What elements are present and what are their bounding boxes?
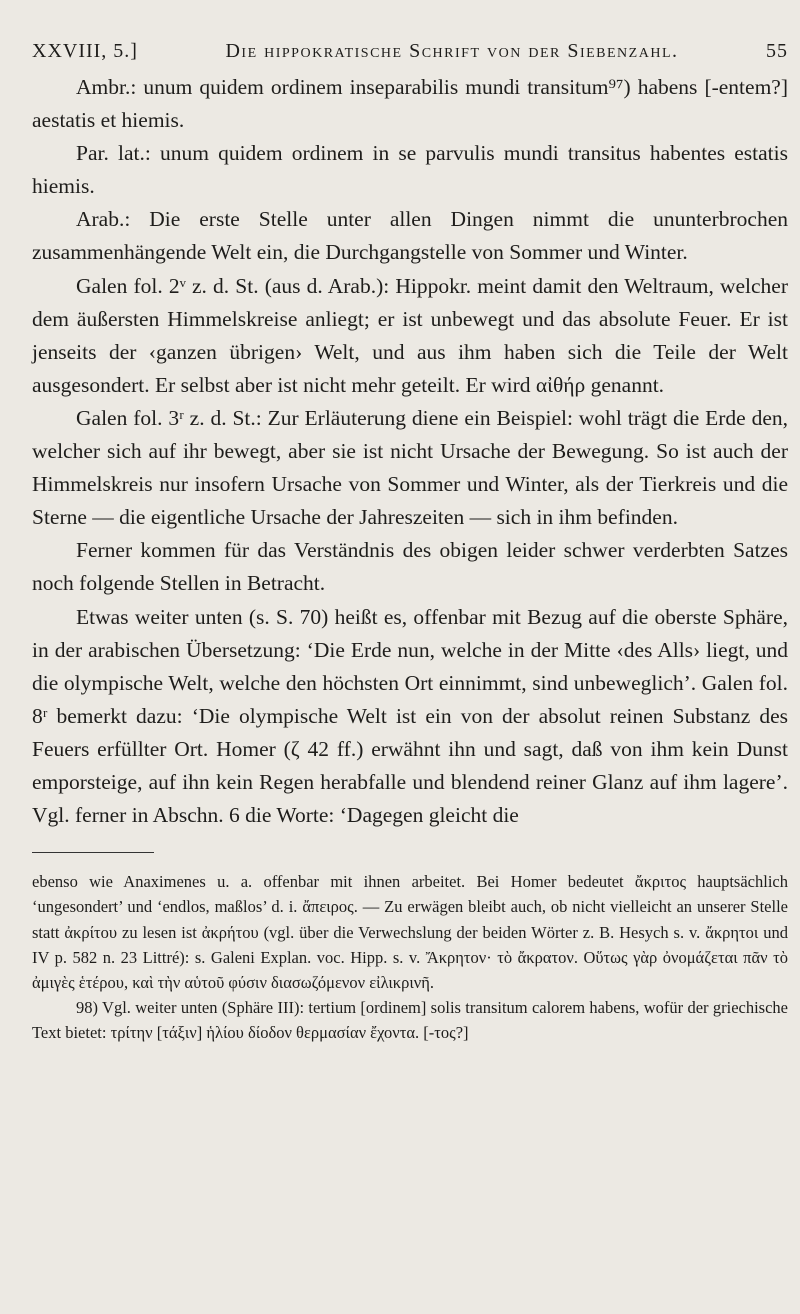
footnote-97-continued: ebenso wie Anaximenes u. a. offenbar mit ihnen arbeitet. Bei Homer bedeutet ἄκριτος hauptsächlich ‘ungesondert’ und ‘endlos, maßlos’ d. i. ἄπειρος. — Zu erwägen bleibt auch, ob nicht vielleicht an unserer Stelle statt ἀκρίτου zu lesen ist ἀκρήτου (vgl. über die Verwechslung der beiden Wörter z. B. Hesych s. v. ἄκρητοι und IV p. 582 n. 23 Littré): s. Galeni Explan. voc. Hipp. s. v. Ἄκρητον· τὸ ἄκρατον. Οὕτως γὰρ ὀνομάζεται πᾶν τὸ ἀμιγὲς ἑτέρου, καὶ τὴν αὑτοῦ φύσιν διασωζόμενον εἰλικρινῆ.	[32, 872, 788, 992]
running-header	[32, 40, 788, 63]
paragraph-par-lat: Par. lat.: unum quidem ordinem in se parvulis mundi transitus habentes estatis hiemis.	[32, 141, 788, 199]
paragraph-arab: Arab.: Die erste Stelle unter allen Dingen nimmt die ununterbrochen zusammenhängende Welt ein, die Durchgangstelle von Sommer und Winter.	[32, 207, 788, 265]
page	[32, 40, 788, 1046]
paragraph-galen-2v: Galen fol. 2ᵛ z. d. St. (aus d. Arab.): Hippokr. meint damit den Weltraum, welcher dem äußersten Himmelskreise anliegt; er ist unbewegt und das absolute Feuer. Er ist jenseits der ‹ganzen übrigen› Welt, und aus ihm haben sich die Teile der Welt ausgesondert. Er selbst aber ist nicht mehr geteilt. Er wird αἰθήρ genannt.	[32, 273, 788, 397]
header-section: XXVIII, 5.]	[32, 40, 138, 62]
footnote-divider	[32, 852, 154, 853]
paragraph-ambr: Ambr.: unum quidem ordinem inseparabilis mundi transitum⁹⁷) habens [-entem?] aestatis et hiemis.	[32, 75, 788, 133]
paragraph-galen-3r: Galen fol. 3ʳ z. d. St.: Zur Erläuterung diene ein Beispiel: wohl trägt die Erde den, welcher sich auf ihr bewegt, aber sie ist nicht Ursache der Bewegung. So ist auch der Himmelskreis nur insofern Ursache von Sommer und Winter, als der Tierkreis und die Sterne — die eigentliche Ursache der Jahreszeiten — sich in ihm befinden.	[32, 405, 788, 530]
page-number: 55	[765, 40, 788, 62]
paragraph-etwas: Etwas weiter unten (s. S. 70) heißt es, offenbar mit Bezug auf die oberste Sphäre, in der arabischen Übersetzung: ‘Die Erde nun, welche in der Mitte ‹des Alls› liegt, und die olympische Welt, welche den höchsten Ort einnimmt, sind unbeweglich’. Galen fol. 8ʳ bemerkt dazu: ‘Die olympische Welt ist ein von der absolut reinen Substanz des Feuers erfüllter Ort. Homer (ζ 42 ff.) erwähnt ihn und sagt, daß von ihm kein Dunst emporsteige, auf ihn kein Regen herabfalle und blendend reiner Glanz auf ihm lagere’. Vgl. ferner in Abschn. 6 die Worte: ‘Dagegen gleicht die	[32, 604, 788, 828]
header-title: Die hippokratische Schrift von der Siebenzahl.	[225, 40, 679, 62]
footnote-98: 98) Vgl. weiter unten (Sphäre III): tertium [ordinem] solis transitum calorem habens, wofür der griechische Text bietet: τρίτην [τάξιν] ἡλίου δίοδον θερμασίαν ἔχοντα. [-τος?]	[32, 998, 788, 1043]
main-text	[32, 71, 788, 832]
paragraph-ferner: Ferner kommen für das Verständnis des obigen leider schwer verderbten Satzes noch folgende Stellen in Betracht.	[32, 538, 788, 596]
footnotes	[32, 869, 788, 1045]
